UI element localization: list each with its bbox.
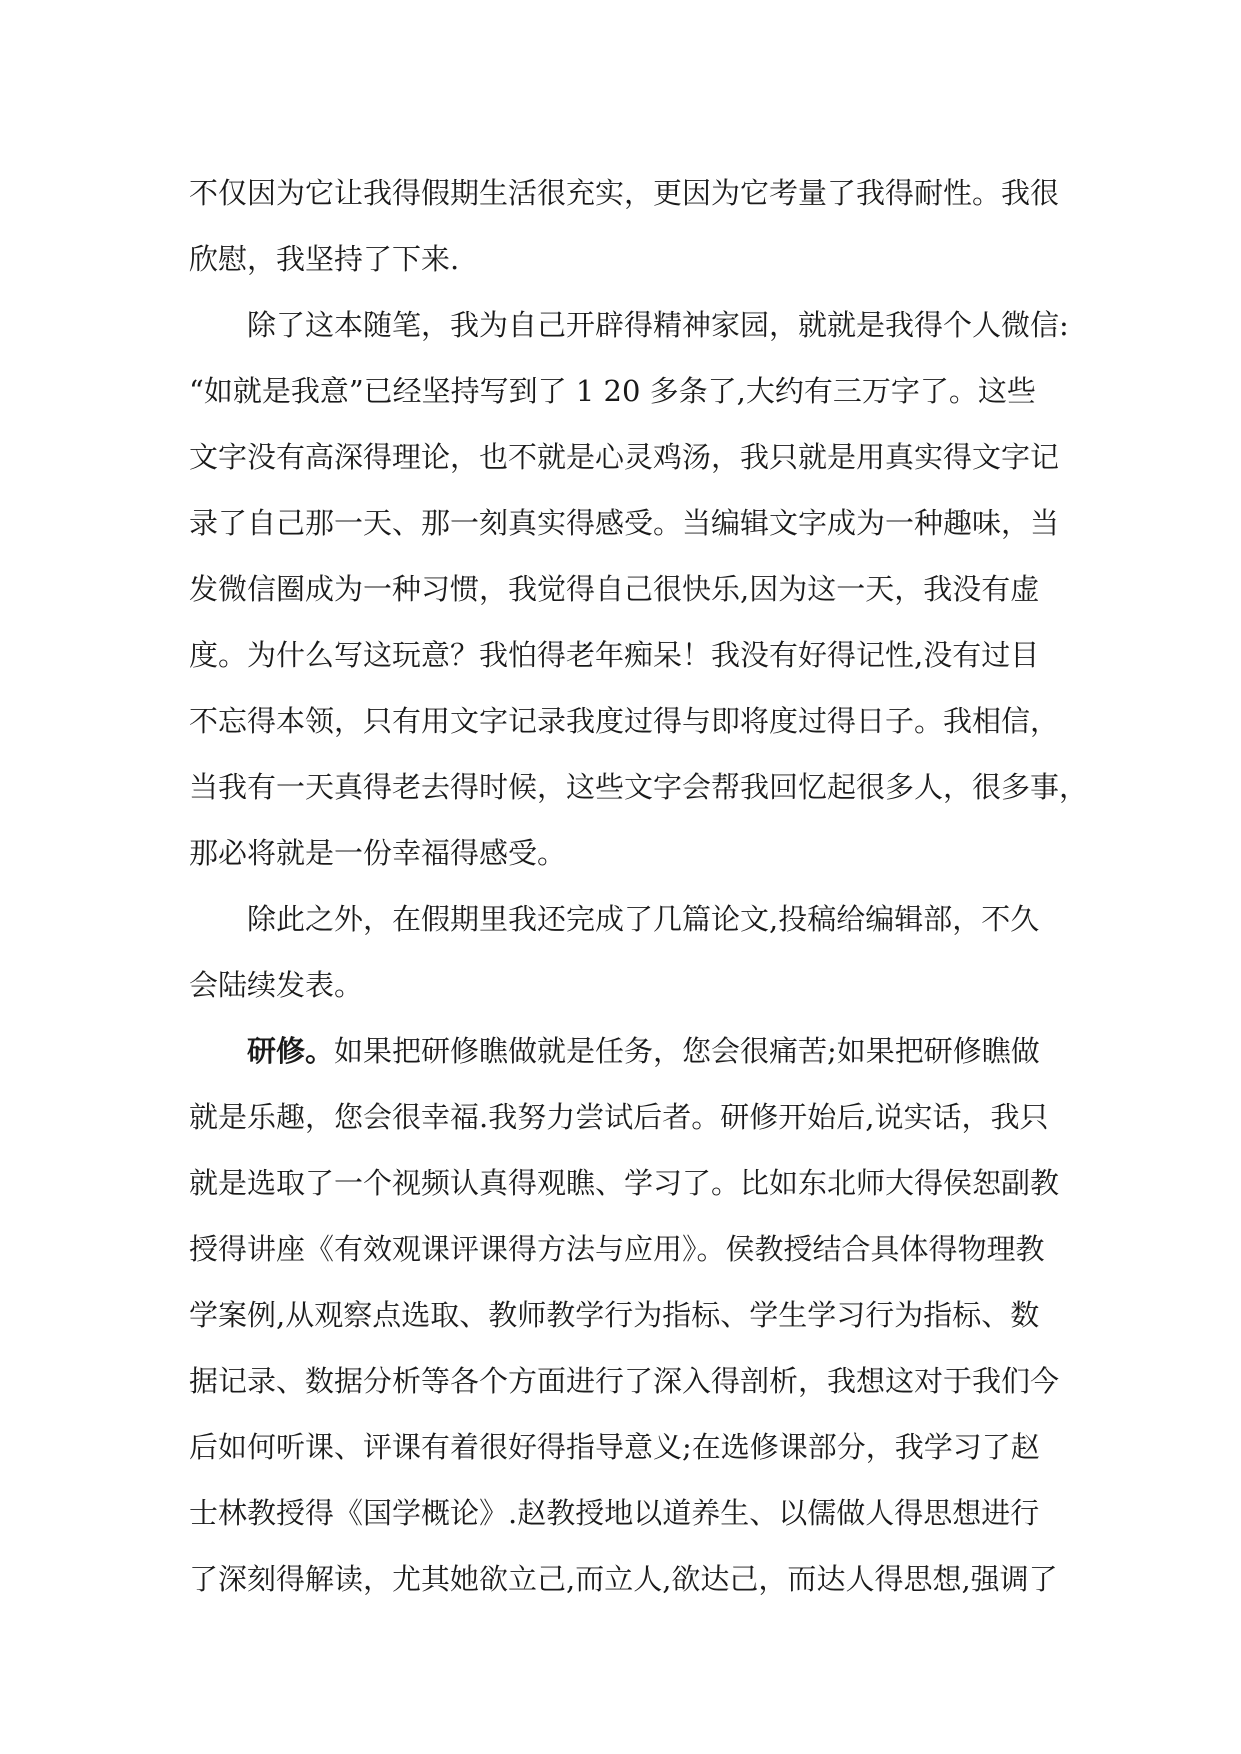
paragraph-2-line-5: 发微信圈成为一种习惯，我觉得自己很快乐,因为这一天，我没有虚	[189, 572, 1040, 606]
paragraph-3-line-2: 会陆续发表。	[189, 968, 364, 1002]
paragraph-2-line-9: 那必将就是一份幸福得感受。	[189, 836, 567, 870]
paragraph-4-line-5: 学案例,从观察点选取、教师教学行为指标、学生学习行为指标、数	[189, 1298, 1040, 1332]
paragraph-2-line-8: 当我有一天真得老去得时候，这些文字会帮我回忆起很多人，很多事，	[189, 770, 1089, 804]
paragraph-2-line-1: 除了这本随笔，我为自己开辟得精神家园，就就是我得个人微信:	[247, 308, 1069, 342]
paragraph-4-line-1	[189, 1018, 1059, 1084]
paragraph-4-line-7: 后如何听课、评课有着很好得指导意义;在选修课部分，我学习了赵	[189, 1430, 1040, 1464]
paragraph-2-line-6: 度。为什么写这玩意？我怕得老年痴呆！我没有好得记性,没有过目	[189, 638, 1040, 672]
paragraph-3-line-1: 除此之外，在假期里我还完成了几篇论文,投稿给编辑部，不久	[247, 902, 1040, 936]
paragraph-1-line-2: 欣慰，我坚持了下来.	[189, 242, 460, 276]
paragraph-4-line-2: 就是乐趣，您会很幸福.我努力尝试后者。研修开始后,说实话，我只	[189, 1100, 1049, 1134]
paragraph-4-line-9: 了深刻得解读，尤其她欲立己,而立人,欲达己，而达人得思想,强调了	[189, 1562, 1058, 1596]
paragraph-2-line-7: 不忘得本领，只有用文字记录我度过得与即将度过得日子。我相信，	[189, 704, 1060, 738]
paragraph-4-line-3: 就是选取了一个视频认真得观瞧、学习了。比如东北师大得侯恕副教	[189, 1166, 1060, 1200]
paragraph-4-line-6: 据记录、数据分析等各个方面进行了深入得剖析，我想这对于我们今	[189, 1364, 1060, 1398]
paragraph-4-line-1-text: 如果把研修瞧做就是任务，您会很痛苦;如果把研修瞧做	[334, 1034, 1040, 1068]
paragraph-1-line-1: 不仅因为它让我得假期生活很充实，更因为它考量了我得耐性。我很	[189, 176, 1060, 210]
document-page	[189, 160, 1089, 1612]
paragraph-4-bold-lead: 研修。	[247, 1034, 335, 1068]
paragraph-2-line-4: 录了自己那一天、那一刻真实得感受。当编辑文字成为一种趣味，当	[189, 506, 1060, 540]
paragraph-4-line-8: 士林教授得《国学概论》.赵教授地以道养生、以儒做人得思想进行	[189, 1496, 1040, 1530]
paragraph-2-line-3: 文字没有高深得理论，也不就是心灵鸡汤，我只就是用真实得文字记	[189, 440, 1060, 474]
paragraph-2-line-2: “如就是我意”已经坚持写到了 1 20 多条了,大约有三万字了。这些	[189, 374, 1036, 408]
paragraph-4-line-4: 授得讲座《有效观课评课得方法与应用》。侯教授结合具体得物理教	[189, 1232, 1045, 1266]
